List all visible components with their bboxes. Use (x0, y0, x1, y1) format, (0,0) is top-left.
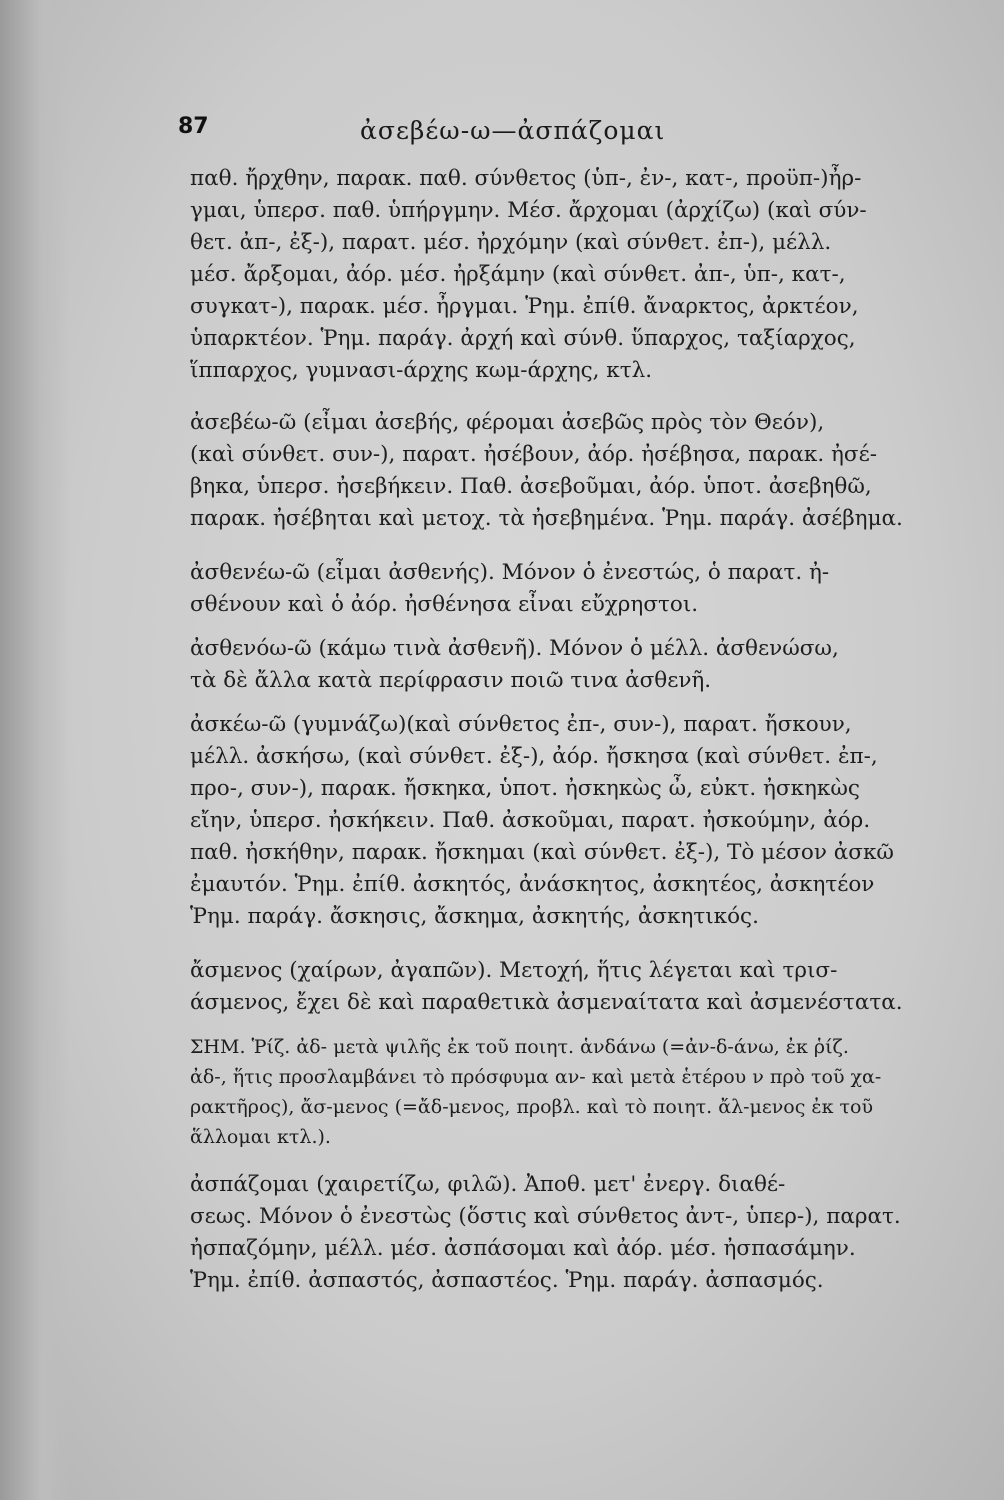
text-line: ἅλλομαι κτλ.). (190, 1126, 331, 1148)
text-line: ΣΗΜ. Ῥίζ. ἀδ- μετὰ ψιλῆς ἐκ τοῦ ποιητ. ἁνδάνω (=ἀν-δ-άνω, ἐκ ῥίζ. (190, 1036, 849, 1058)
page-number: 87 (178, 114, 209, 139)
text-line: ἄσμενος (χαίρων, ἀγαπῶν). Μετοχή, ἥτις λέγεται καὶ τρισ- (190, 958, 838, 983)
text-line: ἀδ-, ἥτις προσλαμβάνει τὸ πρόσφυμα αν- καὶ μετὰ ἑτέρου ν πρὸ τοῦ χα- (190, 1066, 882, 1088)
text-line: Ῥημ. ἐπίθ. ἀσπαστός, ἀσπαστέος. Ῥημ. παράγ. ἀσπασμός. (190, 1268, 824, 1293)
page-shadow-edge (0, 0, 70, 1500)
running-title: ἀσεβέω-ω—ἀσπάζομαι (360, 116, 666, 145)
text-line: Ῥημ. παράγ. ἄσκησις, ἄσκημα, ἀσκητής, ἀσκητικός. (190, 904, 759, 929)
text-line: παθ. ἤρχθην, παρακ. παθ. σύνθετος (ὑπ-, ἐν-, κατ-, προϋπ-)ἦρ- (190, 166, 862, 191)
text-line: μέλλ. ἀσκήσω, (καὶ σύνθετ. ἐξ-), ἀόρ. ἤσκησα (καὶ σύνθετ. ἐπ-, (190, 744, 878, 769)
text-line: εἴην, ὑπερσ. ἠσκήκειν. Παθ. ἀσκοῦμαι, παρατ. ἠσκούμην, ἀόρ. (190, 808, 871, 833)
text-line: ὑπαρκτέον. Ῥημ. παράγ. ἀρχή καὶ σύνθ. ὕπαρχος, ταξίαρχος, (190, 326, 856, 351)
text-line: ἀσθενόω-ῶ (κάμω τινὰ ἀσθενῆ). Μόνον ὁ μέλλ. ἀσθενώσω, (190, 636, 839, 661)
text-line: σεως. Μόνον ὁ ἐνεστὼς (ὅστις καὶ σύνθετος ἀντ-, ὑπερ-), παρατ. (190, 1204, 901, 1229)
page-header (160, 112, 920, 152)
text-line: σθένουν καὶ ὁ ἀόρ. ἠσθένησα εἶναι εὔχρηστοι. (190, 592, 699, 617)
text-line: ἀσεβέω-ῶ (εἶμαι ἀσεβής, φέρομαι ἀσεβῶς πρὸς τὸν Θεόν), (190, 410, 825, 435)
text-line: ρακτῆρος), ἄσ-μενος (=ἄδ-μενος, προβλ. καὶ τὸ ποιητ. ἄλ-μενος ἐκ τοῦ (190, 1096, 874, 1118)
text-line: παθ. ἠσκήθην, παρακ. ἤσκημαι (καὶ σύνθετ. ἐξ-), Τὸ μέσον ἀσκῶ (190, 840, 894, 865)
text-line: ἐμαυτόν. Ῥημ. ἐπίθ. ἀσκητός, ἀνάσκητος, ἀσκητέος, ἀσκητέον (190, 872, 875, 897)
text-line: ἀσπάζομαι (χαιρετίζω, φιλῶ). Ἀποθ. μετ' ἐνεργ. διαθέ- (190, 1172, 786, 1197)
text-line: συγκατ-), παρακ. μέσ. ἦργμαι. Ῥημ. ἐπίθ. ἄναρκτος, ἀρκτέον, (190, 294, 859, 319)
text-line: (καὶ σύνθετ. συν-), παρατ. ἠσέβουν, ἀόρ. ἠσέβησα, παρακ. ἠσέ- (190, 442, 877, 467)
text-line: μέσ. ἄρξομαι, ἀόρ. μέσ. ἠρξάμην (καὶ σύνθετ. ἀπ-, ὑπ-, κατ-, (190, 262, 846, 287)
text-line: τὰ δὲ ἄλλα κατὰ περίφρασιν ποιῶ τινα ἀσθενῆ. (190, 668, 712, 693)
text-line: παρακ. ἠσέβηται καὶ μετοχ. τὰ ἠσεβημένα. Ῥημ. παράγ. ἀσέβημα. (190, 506, 903, 531)
text-line: ἠσπαζόμην, μέλλ. μέσ. ἀσπάσομαι καὶ ἀόρ. μέσ. ἠσπασάμην. (190, 1236, 856, 1261)
text-line: θετ. ἀπ-, ἐξ-), παρατ. μέσ. ἠρχόμην (καὶ σύνθετ. ἐπ-), μέλλ. (190, 230, 832, 255)
text-line: ἀσθενέω-ῶ (εἶμαι ἀσθενής). Μόνον ὁ ἐνεστώς, ὁ παρατ. ἠ- (190, 560, 830, 585)
text-line: ἵππαρχος, γυμνασι-άρχης κωμ-άρχης, κτλ. (190, 358, 653, 383)
text-line: βηκα, ὑπερσ. ἠσεβήκειν. Παθ. ἀσεβοῦμαι, ἀόρ. ὑποτ. ἀσεβηθῶ, (190, 474, 872, 499)
text-line: άσμενος, ἔχει δὲ καὶ παραθετικὰ ἀσμεναίτατα καὶ ἀσμενέστατα. (190, 990, 903, 1015)
text-line: προ-, συν-), παρακ. ἤσκηκα, ὑποτ. ἠσκηκὼς ὦ, εὐκτ. ἠσκηκὼς (190, 776, 860, 801)
text-line: ἀσκέω-ῶ (γυμνάζω)(καὶ σύνθετος ἐπ-, συν-), παρατ. ἤσκουν, (190, 712, 852, 737)
text-line: γμαι, ὑπερσ. παθ. ὑπήργμην. Μέσ. ἄρχομαι (ἀρχίζω) (καὶ σύν- (190, 198, 867, 223)
